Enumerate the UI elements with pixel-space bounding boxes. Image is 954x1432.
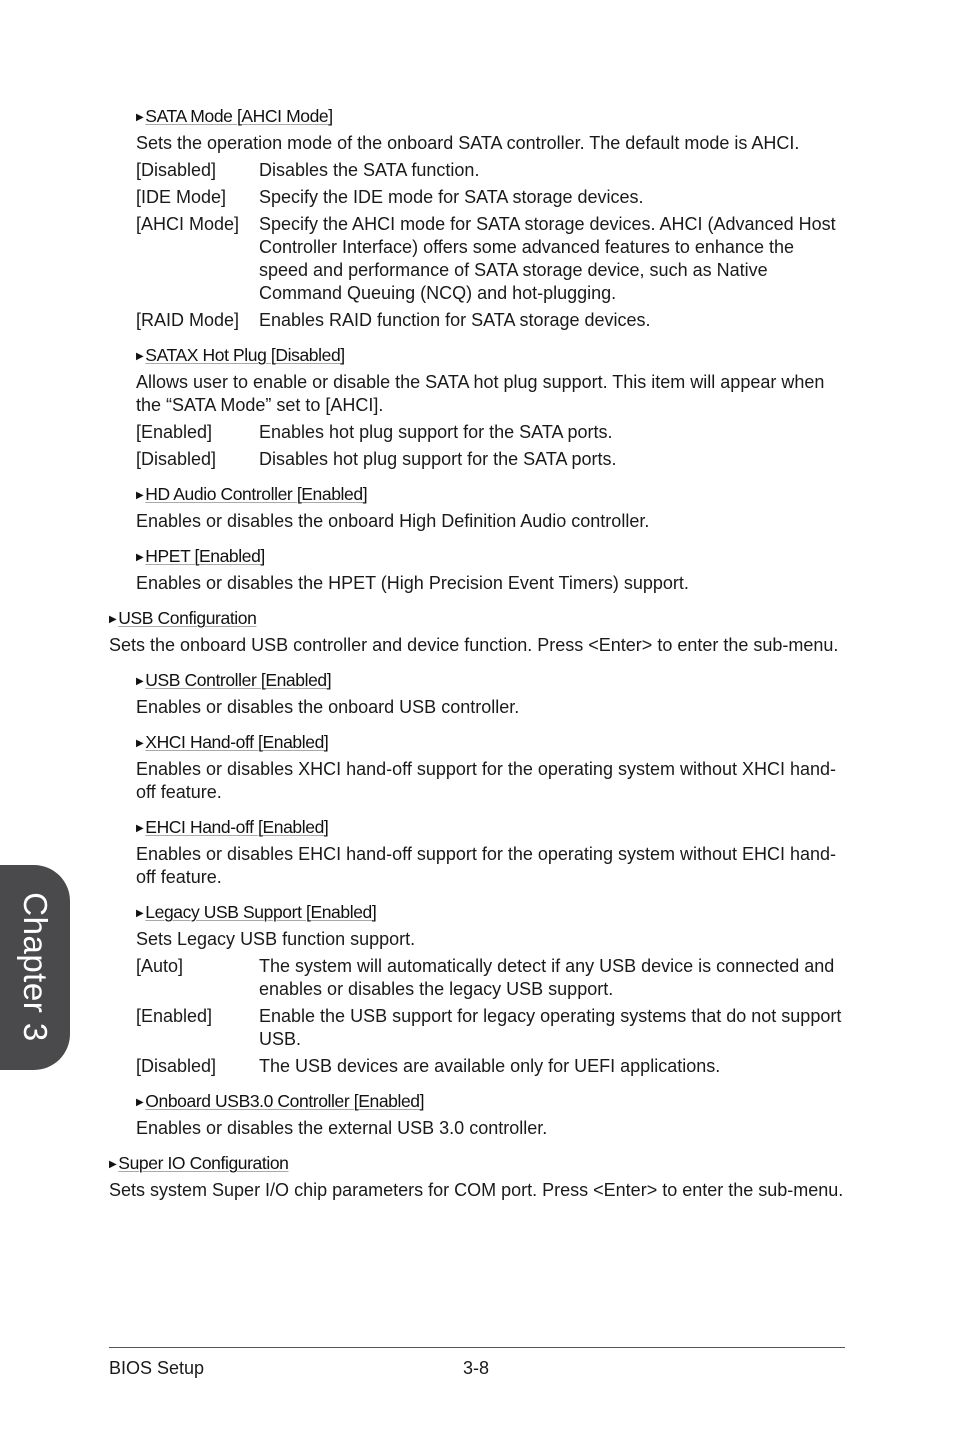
manual-content (0, 104, 954, 1202)
bios-item-heading-text: HPET [Enabled] (145, 546, 265, 566)
bios-item-section (136, 343, 848, 471)
option-row (136, 421, 848, 444)
bios-item-heading-text: SATAX Hot Plug [Disabled] (145, 345, 345, 365)
chapter-side-tab (0, 865, 70, 1070)
bios-item-heading (109, 606, 849, 632)
bios-item-heading-text: EHCI Hand-off [Enabled] (145, 817, 329, 837)
bios-item-heading-text: XHCI Hand-off [Enabled] (145, 732, 329, 752)
bios-item-section (136, 900, 848, 1078)
option-key: [IDE Mode] (136, 187, 227, 207)
bios-item-description: Sets system Super I/O chip parameters for COM port. Press <Enter> to enter the sub-menu. (109, 1180, 844, 1200)
bios-item-heading (136, 730, 848, 756)
bios-item-heading-text: SATA Mode [AHCI Mode] (145, 106, 333, 126)
triangle-bullet-icon: ▶ (136, 552, 144, 563)
option-row (136, 309, 848, 332)
option-row (136, 1005, 848, 1051)
option-key: [AHCI Mode] (136, 214, 240, 234)
bios-item-description: Enables or disables the onboard USB controller. (136, 697, 520, 717)
bios-item-heading (136, 900, 848, 926)
bios-item-section (136, 104, 848, 332)
bios-item-description: Enables or disables the HPET (High Precision Event Timers) support. (136, 573, 689, 593)
triangle-bullet-icon: ▶ (136, 823, 144, 834)
option-key: [Disabled] (136, 449, 217, 469)
triangle-bullet-icon: ▶ (136, 490, 144, 501)
bios-item-description: Sets the operation mode of the onboard SATA controller. The default mode is AHCI. (136, 133, 800, 153)
bios-item-description: Enables or disables EHCI hand-off support for the operating system without EHCI hand-off feature. (136, 844, 837, 887)
triangle-bullet-icon: ▶ (136, 738, 144, 749)
bios-item-section (136, 815, 848, 889)
bios-item-section (109, 606, 849, 657)
bios-item-heading-text: Super IO Configuration (118, 1153, 289, 1173)
triangle-bullet-icon: ▶ (109, 1159, 117, 1170)
option-key: [RAID Mode] (136, 310, 240, 330)
bios-item-heading-text: HD Audio Controller [Enabled] (145, 484, 368, 504)
bios-item-heading (136, 1089, 848, 1115)
triangle-bullet-icon: ▶ (136, 1097, 144, 1108)
option-row (136, 955, 848, 1001)
option-description: The system will automatically detect if any USB device is connected and enables or disables the legacy USB support. (259, 956, 835, 999)
triangle-bullet-icon: ▶ (136, 351, 144, 362)
option-description: Disables the SATA function. (259, 160, 480, 180)
bios-item-section (136, 482, 848, 533)
option-description: Enable the USB support for legacy operating systems that do not support USB. (259, 1006, 842, 1049)
bios-item-heading (136, 668, 848, 694)
bios-item-description: Sets the onboard USB controller and device function. Press <Enter> to enter the sub-menu. (109, 635, 839, 655)
triangle-bullet-icon: ▶ (136, 112, 144, 123)
option-key: [Disabled] (136, 1056, 217, 1076)
option-description: Specify the IDE mode for SATA storage devices. (259, 187, 644, 207)
option-description: Specify the AHCI mode for SATA storage devices. AHCI (Advanced Host Controller Interface) offers some advanced features to enhance the speed and performance of SATA storage device, such as Native Command Queuing (NCQ) and hot-plugging. (259, 214, 836, 303)
footer-section-title: BIOS Setup (109, 1358, 205, 1378)
option-row (136, 213, 848, 305)
bios-item-description: Enables or disables the external USB 3.0 controller. (136, 1118, 548, 1138)
bios-item-description: Enables or disables the onboard High Definition Audio controller. (136, 511, 650, 531)
bios-item-section (109, 1151, 849, 1202)
bios-item-heading (136, 815, 848, 841)
bios-item-heading-text: USB Configuration (118, 608, 257, 628)
option-description: Enables RAID function for SATA storage devices. (259, 310, 651, 330)
bios-item-heading-text: USB Controller [Enabled] (145, 670, 332, 690)
option-key: [Enabled] (136, 422, 213, 442)
chapter-tab-label: Chapter 3 (17, 892, 54, 1042)
option-row (136, 186, 848, 209)
triangle-bullet-icon: ▶ (136, 908, 144, 919)
option-row (136, 448, 848, 471)
option-row (136, 1055, 848, 1078)
triangle-bullet-icon: ▶ (136, 676, 144, 687)
bios-item-heading (136, 343, 848, 369)
bios-item-description: Sets Legacy USB function support. (136, 929, 416, 949)
option-key: [Enabled] (136, 1006, 213, 1026)
option-key: [Disabled] (136, 160, 217, 180)
footer-page-number: 3-8 (463, 1358, 490, 1378)
bios-item-description: Allows user to enable or disable the SATA hot plug support. This item will appear when the “SATA Mode” set to [AHCI]. (136, 372, 825, 415)
bios-item-section (136, 730, 848, 804)
option-row (136, 159, 848, 182)
bios-item-heading (136, 482, 848, 508)
option-description: Disables hot plug support for the SATA ports. (259, 449, 617, 469)
option-description: Enables hot plug support for the SATA ports. (259, 422, 613, 442)
bios-item-heading-text: Legacy USB Support [Enabled] (145, 902, 377, 922)
option-key: [Auto] (136, 956, 184, 976)
bios-item-heading (136, 544, 848, 570)
option-description: The USB devices are available only for UEFI applications. (259, 1056, 721, 1076)
bios-item-section (136, 544, 848, 595)
bios-item-heading (109, 1151, 849, 1177)
bios-item-section (136, 668, 848, 719)
triangle-bullet-icon: ▶ (109, 614, 117, 625)
bios-item-section (136, 1089, 848, 1140)
bios-item-heading (136, 104, 848, 130)
footer-divider (109, 1347, 845, 1348)
bios-item-heading-text: Onboard USB3.0 Controller [Enabled] (145, 1091, 425, 1111)
bios-item-description: Enables or disables XHCI hand-off support for the operating system without XHCI hand-off feature. (136, 759, 837, 802)
